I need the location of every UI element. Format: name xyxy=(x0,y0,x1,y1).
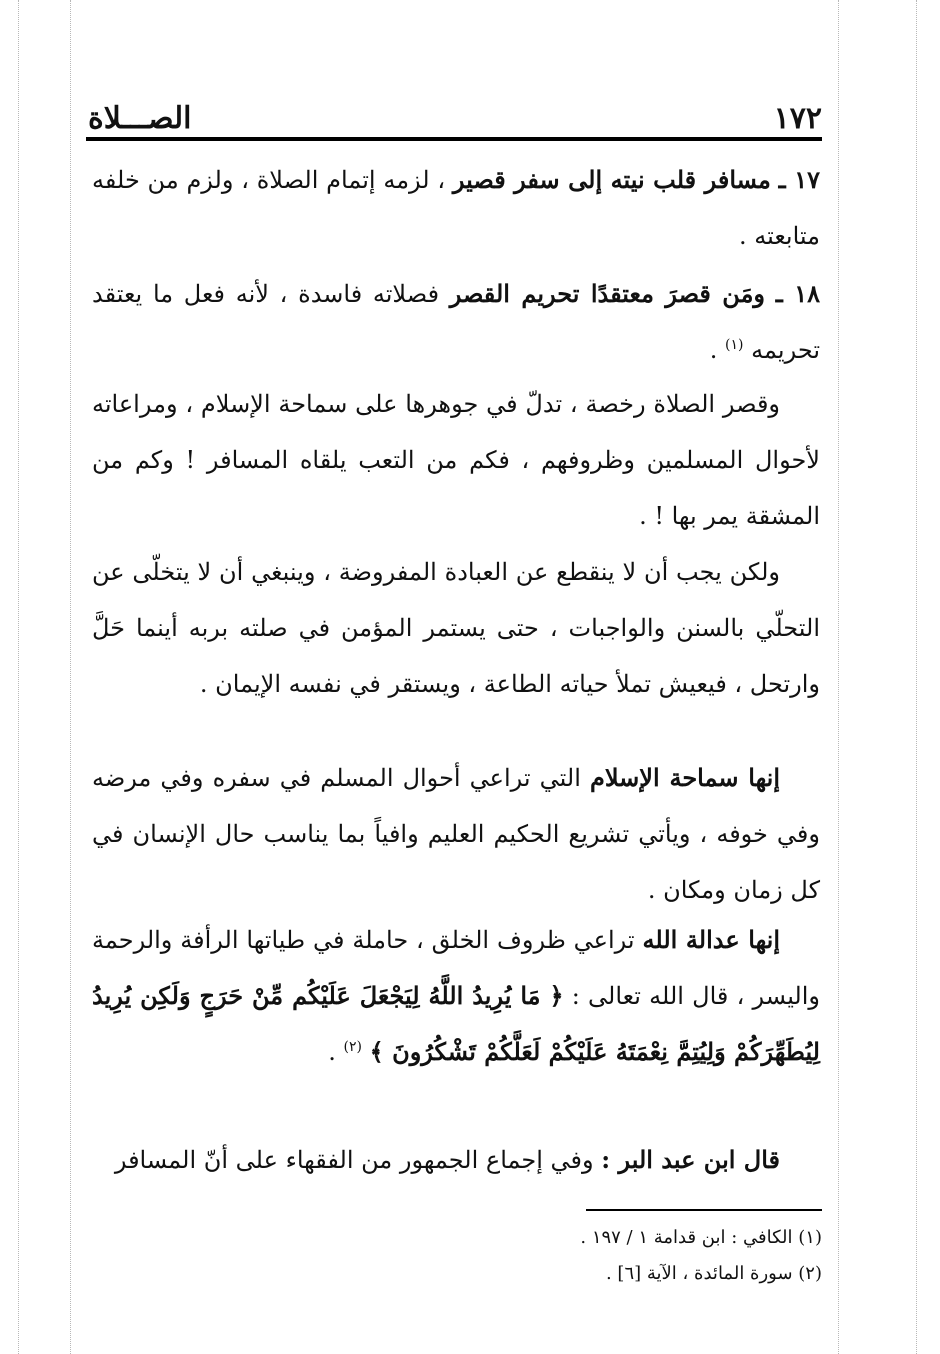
paragraph xyxy=(92,1132,820,1188)
item-text: فصلاته فاسدة ، لأنه فعل ما يعتقد تحريمه xyxy=(92,280,820,364)
chapter-title: الصـــلاة xyxy=(88,101,192,136)
margin-guide-line xyxy=(70,0,71,1354)
margin-guide-line xyxy=(916,0,917,1354)
paragraph: وقصر الصلاة رخصة ، تدلّ في جوهرها على سماحة الإسلام ، ومراعاته لأحوال المسلمين وظروفهم ، فكم من التعب يلقاه المسافر ! وكم من المشقة يمر بها ! . xyxy=(92,390,820,530)
footnote-ref: (١) xyxy=(725,337,744,353)
page-header xyxy=(88,92,822,136)
footnote: (١) الكافي : ابن قدامة ١ / ١٩٧ . xyxy=(580,1227,822,1248)
margin-guide-line xyxy=(18,0,19,1354)
paragraph xyxy=(92,750,820,918)
footnote: (٢) سورة المائدة ، الآية [٦] . xyxy=(605,1263,822,1284)
item-heading: ومَن قصرَ معتقدًا تحريم القصر xyxy=(449,279,766,308)
paragraph-lead: إنها عدالة الله xyxy=(642,925,781,954)
paragraph-lead: إنها سماحة الإسلام xyxy=(590,763,780,792)
item-number: ١٧ ـ xyxy=(778,165,820,194)
item-end: . xyxy=(709,336,718,364)
item-number: ١٨ ـ xyxy=(775,279,820,308)
paragraph: ولكن يجب أن لا ينقطع عن العبادة المفروضة ، وينبغي أن لا يتخلّى عن التحلّي بالسنن والواجبات ، حتى يستمر المؤمن في صلته بربه أينما حَلَّ وارتحل ، فيعيش تملأ حياته الطاعة ، ويستقر في نفسه الإيمان . xyxy=(92,558,820,698)
item-18 xyxy=(92,266,820,378)
item-heading: مسافر قلب نيته إلى سفر قصير xyxy=(452,165,771,194)
paragraph-end: . xyxy=(328,1038,336,1066)
item-text: ، لزمه إتمام الصلاة ، ولزم من خلفه متابعته . xyxy=(92,166,820,250)
header-rule xyxy=(86,137,822,141)
paragraph-text: تراعي ظروف الخلق ، حاملة في طياتها الرأفة والرحمة واليسر ، قال الله تعالى : xyxy=(92,926,821,1010)
margin-guide-line xyxy=(838,0,839,1354)
footnotes xyxy=(100,1220,822,1292)
item-17 xyxy=(92,152,820,264)
paragraph xyxy=(92,912,820,1080)
paragraph-text: وفي إجماع الجمهور من الفقهاء على أنّ المسافر xyxy=(114,1146,594,1174)
quran-verse: ﴿ مَا يُرِيدُ اللَّهُ لِيَجْعَلَ عَلَيْكُم مِّنْ حَرَجٍ وَلَكِن يُرِيدُ لِيُطَهِّرَكُمْ وَلِيُتِمَّ نِعْمَتَهُ عَلَيْكُمْ لَعَلَّكُمْ تَشْكُرُونَ ﴾ xyxy=(92,981,820,1066)
footnote-ref: (٢) xyxy=(343,1039,363,1055)
footnote-rule xyxy=(586,1209,822,1211)
paragraph-text: التي تراعي أحوال المسلم في سفره وفي مرضه وفي خوفه ، ويأتي تشريع الحكيم العليم وافياً بما يناسب حال الإنسان في كل زمان ومكان . xyxy=(92,764,820,904)
page-number: ١٧٢ xyxy=(773,101,822,136)
paragraph-lead: قال ابن عبد البر : xyxy=(601,1145,780,1174)
